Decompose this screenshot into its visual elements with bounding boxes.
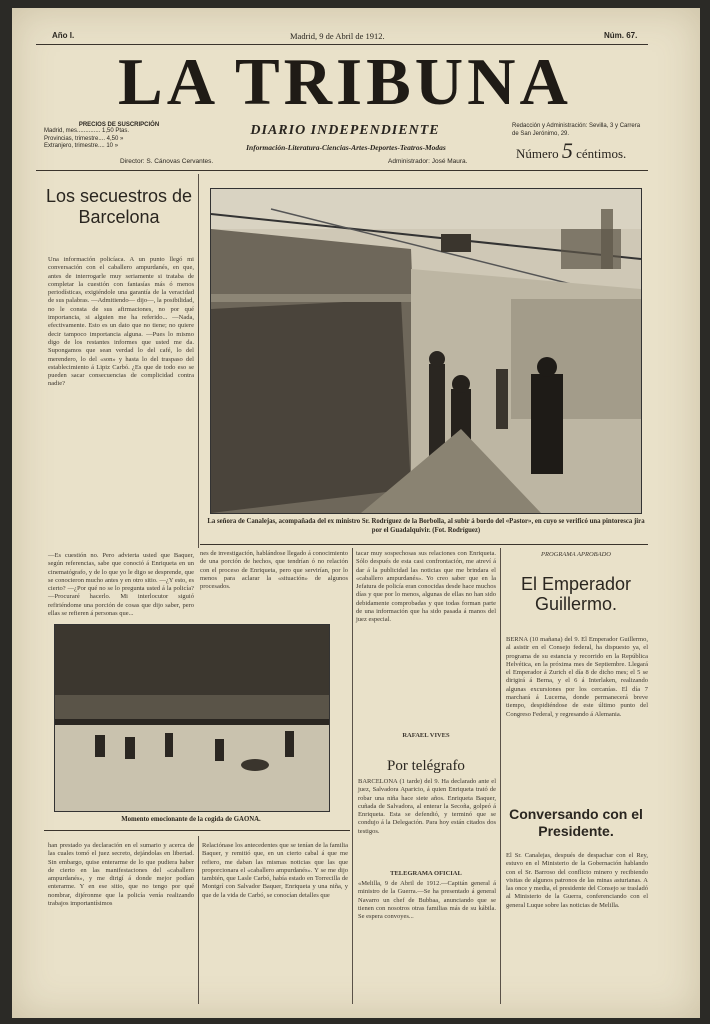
director-line: Director: S. Cánovas Cervantes. <box>120 158 214 165</box>
newspaper-title: LA TRIBUNA <box>118 45 572 119</box>
price-box <box>44 122 194 151</box>
ship-photo-caption: La señora de Canalejas, acompañada del ex ministro Sr. Rodríguez de la Borbolla, al subir á bordo del «Pastor», en cuyo se verificó una pintoresca jira por el Guadalquivir. (Fot. Rodríguez) <box>207 518 645 534</box>
telegrama-oficial-body: «Melilla, 9 de Abril de 1912.—Capitán general á ministro de la Guerra.—Se ha presentado á general Navarro un chef de Bubbaa, anunciando que se tienen con nosotros otras familias más de su kábila. Se espera convoyes... <box>358 880 496 921</box>
issue-number: Núm. 67. <box>604 31 638 40</box>
price-heading: PRECIOS DE SUSCRIPCIÓN <box>78 122 160 128</box>
article-middle-2: tacar muy sospechosas sus relaciones con Enriqueta. Sólo después de esta casi confrontación, me atreví á dar á la publicidad las noticias que me brindara el «caballero ampurdanés». Yo creo saber que en la Jefatura de policía eran conocidas desde hace muchos días y que por lo menos, algunas de ellas no han sido debidamente comprobadas y que todas forman parte de una información que ha sido pasada á manos del juez especial. <box>356 550 496 624</box>
admin-address: Redacción y Administración: Sevilla, 3 y Carrera de San Jerónimo, 29. <box>512 123 641 137</box>
column-divider <box>352 548 353 1004</box>
author-rafael-vives: RAFAEL VIVES <box>402 732 450 739</box>
programa-aprobado: PROGRAMA APROBADO <box>541 551 611 558</box>
article-bottom-2: Relaciónase los antecedentes que se tenían de la familia Baquer, y remitió que, en un cierto cabal á que me refiero, me daban las mismas noticias que las que proporcionara el «caballero ampurdanés». Y se me dijo también, que Lasle Carbó, había estado en Torrecilla de Montgrí con Salvador Baquer, Enriqueta y una niña, y que de la vida de Carbó, se conocían detalles que <box>202 842 348 899</box>
article-secuestros-body: Una información policíaca. A un punto llegó mi conversación con el caballero ampurdanés, en que, antes de interrogarle muy seriamente si trataba de completar la cuestión con fantasías más ó menos periodísticas, exigiéndole una garantía de la veracidad de sus palabras. —Admitiendo— dijo—, la posibilidad, no le consta de sus afirmaciones, no por qué importancia, si alguien me ha referido... —Nada, efectivamente. Esto es un dato que no tiene; no quiere decir tampoco importancia alguna. —Pues lo mismo digo de los restantes informes que usted me da. Supongamos que sean verdad lo del café, lo del merendero, lo del «son» y hasta lo del traspaso del establecimiento á Lipiz Carbó. ¿Es que de todo eso se pueden sacar consecuencias de complicidad contra nadie? <box>48 256 194 388</box>
bullfight-photo <box>54 624 330 812</box>
por-telegrafo-body: BARCELONA (1 tarde) del 9. Ha declarado ante el juez, Salvadora Aparicio, á quien Enriqueta trató de robar una niña hace siete años. Enriqueta Baquer, cuñada de Salvadora, al enterar la Secoña, golpeó á Enriqueta. Esta se defendió, y terminó que se condujo á la Delegación. Para hoy están citados dos testigos. <box>358 778 496 835</box>
sections-line: Información-Literatura-Ciencias-Artes-Deportes-Teatros-Modas <box>246 143 446 152</box>
emperador-body: BERNA (10 mañana) del 9. El Emperador Guillermo, al asistir en el Consejo federal, ha dispuesto ya, el programa de su estancia y recorrido en la República Helvética, en la próxima mes de Septiembre. Llegará el Emperador á Zurich el día 8 de dicho mes; el 5 se dirigirá á Berna, y el 6 á Interlaken, realizando algunas excursiones por los cercanías. El día 7 marchará á Lucerna, donde permanecerá breve tiempo, despidiéndose de este último punto del Congreso Federal, y regresando á Alemania. <box>506 636 648 718</box>
administrator-line: Administrador: José Maura. <box>388 158 468 165</box>
column-divider <box>198 836 199 1004</box>
article-secuestros <box>44 186 194 228</box>
ship-photo <box>210 188 642 514</box>
bullfight-photo-caption: Momento emocionante de la cogida de GAONA. <box>121 816 261 823</box>
conversando-title: Conversando con el Presidente. <box>509 806 643 839</box>
price-row: Madrid, mes.............. 1,50 Ptas. <box>44 128 130 134</box>
ship-photo-image <box>211 189 641 513</box>
telegrama-oficial-title: TELEGRAMA OFICIAL <box>390 870 462 877</box>
emperador-title: El Emperador Guillermo. <box>520 574 632 614</box>
article-secuestros-end: —Es cuestión no. Pero advierta usted que Baquer, según referencias, sabe que conoció á Enriqueta en un cinematógrafo, y de lo que yo le digo se desprende, que se conocieron mucho antes y en otro sitio. —¿Y esto, es cierto? —¿Por qué no se lo pregunta usted á la policía? —Procuraré hacerlo. Mi interlocutor siguió refiriéndome una porción de cosas que dijo saber, pero ellas se refieren á personas que... <box>48 552 194 618</box>
masthead-rule <box>36 170 648 171</box>
column-divider <box>500 548 501 1004</box>
price-row: Provincias, trimestre.... 4,50 » <box>44 135 124 142</box>
article-middle-1: nes de investigación, hablándose llegado á conocimiento de una porción de hechos, que tendrían ó no relación con el proceso de Enriqueta, pero que servirían, por lo menos para aclarar la «situación» de algunos procesados. <box>200 550 348 591</box>
issue-date: Madrid, 9 de Abril de 1912. <box>290 31 385 41</box>
price-line: Número 5 céntimos. <box>516 138 627 163</box>
conversando-body: El Sr. Canalejas, después de despachar con el Rey, estuvo en el Ministerio de la Gobernación hablando con el Sr. Barroso del conflicto minero y recibiendo visitas de algunos patronos de las minas asturianas. A las once y media, el presidente del Consejo se trasladó al Ministerio de la Guerra, conferenciando con el general Luque sobre las noticias de Melilla. <box>506 852 648 909</box>
bullfight-photo-image <box>55 625 329 811</box>
article-secuestros-title: Los secuestros de Barcelona <box>45 186 193 227</box>
column-divider <box>198 174 199 548</box>
issue-year: Año I. <box>52 31 75 40</box>
photo-rule <box>200 544 648 545</box>
subtitle: DIARIO INDEPENDIENTE <box>250 123 440 138</box>
por-telegrafo-title: Por telégrafo <box>387 758 465 774</box>
article-bottom-1: han prestado ya declaración en el sumario y acerca de las cuales tomó el juez secreto, dejándolas en libertad. Sin embargo, quise enterarme de lo que pudiera haber de cierto en las manifestaciones del «caballero ampurdanés», y me dirigí á donde mejor podían enterarme. Y en ese sitio, que no tengo por qué nombrar, dijéronme que la policía venía realizando trabajos importantísimos <box>48 842 194 908</box>
photo-rule-2 <box>44 830 350 831</box>
price-row: Extranjero, trimestre.... 10 » <box>44 143 119 149</box>
